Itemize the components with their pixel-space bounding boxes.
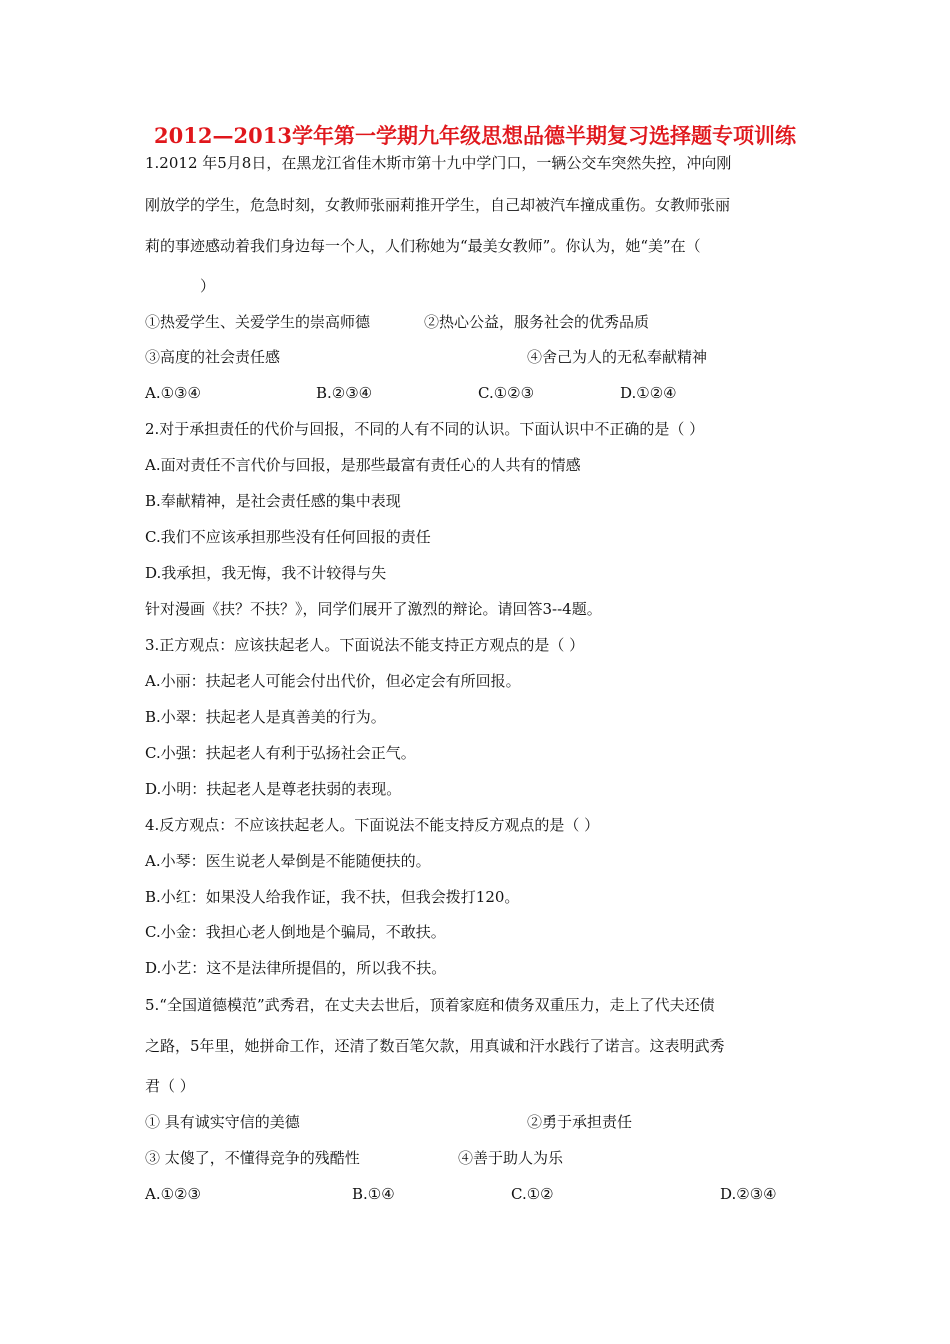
q5-statement-4: ④善于助人为乐 xyxy=(458,1149,564,1167)
q3-option-c: C.小强：扶起老人有利于弘扬社会正气。 xyxy=(145,744,416,762)
q5-statement-1: ① 具有诚实守信的美德 xyxy=(145,1113,300,1131)
q2-option-b: B.奉献精神，是社会责任感的集中表现 xyxy=(145,492,401,510)
q1-option-d: D.①②④ xyxy=(620,384,677,402)
q2-stem: 2.对于承担责任的代价与回报，不同的人有不同的认识。下面认识中不正确的是（ ） xyxy=(145,420,705,438)
q5-stem-line-1: 5.“全国道德模范”武秀君，在丈夫去世后，顶着家庭和债务双重压力，走上了代夫还债 xyxy=(145,996,715,1014)
q3-option-b: B.小翠：扶起老人是真善美的行为。 xyxy=(145,708,386,726)
q1-option-b: B.②③④ xyxy=(316,384,373,402)
q1-statement-3: ③高度的社会责任感 xyxy=(145,348,281,366)
q5-option-c: C.①② xyxy=(511,1185,554,1203)
q4-option-c: C.小金：我担心老人倒地是个骗局，不敢扶。 xyxy=(145,923,446,941)
q1-statement-2: ②热心公益，服务社会的优秀品质 xyxy=(424,313,650,331)
q4-option-d: D.小艺：这不是法律所提倡的，所以我不扶。 xyxy=(145,959,447,977)
q1-statement-1: ①热爱学生、关爱学生的崇高师德 xyxy=(145,313,371,331)
q5-statement-2: ②勇于承担责任 xyxy=(527,1113,633,1131)
q4-stem: 4.反方观点：不应该扶起老人。下面说法不能支持反方观点的是（ ） xyxy=(145,816,600,834)
q5-option-a: A.①②③ xyxy=(145,1185,201,1203)
q1-option-a: A.①③④ xyxy=(145,384,201,402)
q2-option-c: C.我们不应该承担那些没有任何回报的责任 xyxy=(145,528,431,546)
q5-statement-3: ③ 太傻了，不懂得竞争的残酷性 xyxy=(145,1149,360,1167)
q1-stem-line-2: 刚放学的学生，危急时刻，女教师张丽莉推开学生，自己却被汽车撞成重伤。女教师张丽 xyxy=(145,196,731,214)
q1-stem-line-1: 1.2012 年5月8日，在黑龙江省佳木斯市第十九中学门口，一辆公交车突然失控，冲向刚 xyxy=(145,154,732,172)
q2-option-a: A.面对责任不言代价与回报，是那些最富有责任心的人共有的情感 xyxy=(145,456,581,474)
q1-statement-4: ④舍己为人的无私奉献精神 xyxy=(527,348,708,366)
q4-option-b: B.小红：如果没人给我作证，我不扶，但我会拨打120。 xyxy=(145,888,520,906)
q3-stem: 3.正方观点：应该扶起老人。下面说法不能支持正方观点的是（ ） xyxy=(145,636,585,654)
q3-option-a: A.小丽：扶起老人可能会付出代价，但必定会有所回报。 xyxy=(145,672,521,690)
q2-option-d: D.我承担，我无悔，我不计较得与失 xyxy=(145,564,387,582)
q1-stem-line-3: 莉的事迹感动着我们身边每一个人，人们称她为“最美女教师”。你认为，她“美”在（ xyxy=(145,237,701,255)
q1-option-c: C.①②③ xyxy=(478,384,535,402)
q3-4-intro: 针对漫画《扶？不扶？》，同学们展开了激烈的辩论。请回答3--4题。 xyxy=(145,600,602,618)
q5-option-d: D.②③④ xyxy=(720,1185,777,1203)
q5-stem-line-2: 之路，5年里，她拼命工作，还清了数百笔欠款，用真诚和汗水践行了诺言。这表明武秀 xyxy=(145,1037,725,1055)
q5-option-b: B.①④ xyxy=(352,1185,395,1203)
q4-option-a: A.小琴：医生说老人晕倒是不能随便扶的。 xyxy=(145,852,431,870)
page-title: 2012—2013学年第一学期九年级思想品德半期复习选择题专项训练 xyxy=(154,123,796,148)
q3-option-d: D.小明：扶起老人是尊老扶弱的表现。 xyxy=(145,780,402,798)
q5-stem-line-3: 君（ ） xyxy=(145,1077,195,1095)
q1-stem-line-4: ） xyxy=(200,277,216,295)
